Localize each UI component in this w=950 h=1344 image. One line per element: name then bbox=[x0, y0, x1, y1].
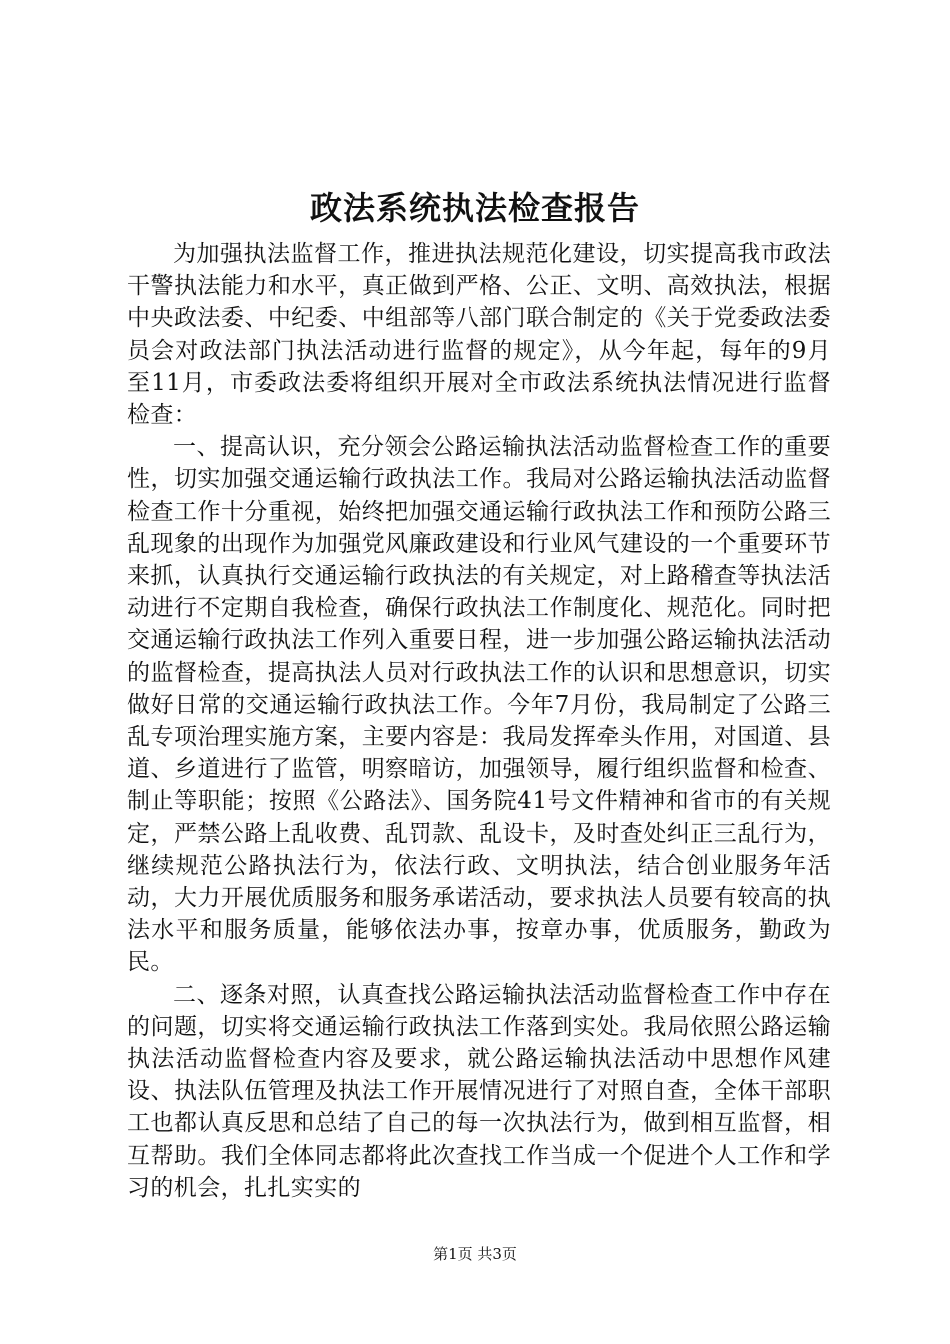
paragraph-intro: 为加强执法监督工作，推进执法规范化建设，切实提高我市政法干警执法能力和水平，真正做到严格、公正、文明、高效执法，根据中央政法委、中纪委、中组部等八部门联合制定的《关于党委政法委员会对政法部门执法活动进行监督的规定》，从今年起，每年的9月至11月，市委政法委将组织开展对全市政法系统执法情况进行监督检查： bbox=[127, 241, 831, 429]
paragraph-section-1: 一、提高认识，充分领会公路运输执法活动监督检查工作的重要性，切实加强交通运输行政执法工作。我局对公路运输执法活动监督检查工作十分重视，始终把加强交通运输行政执法工作和预防公路三乱现象的出现作为加强党风廉政建设和行业风气建设的一个重要环节来抓，认真执行交通运输行政执法的有关规定，对上路稽查等执法活动进行不定期自我检查，确保行政执法工作制度化、规范化。同时把交通运输行政执法工作列入重要日程，进一步加强公路运输执法活动的监督检查，提高执法人员对行政执法工作的认识和思想意识，切实做好日常的交通运输行政执法工作。今年7月份，我局制定了公路三乱专项治理实施方案，主要内容是：我局发挥牵头作用，对国道、县道、乡道进行了监管，明察暗访，加强领导，履行组织监督和检查、制止等职能；按照《公路法》、国务院41号文件精神和省市的有关规定，严禁公路上乱收费、乱罚款、乱设卡，及时查处纠正三乱行为，继续规范公路执法行为，依法行政、文明执法，结合创业服务年活动，大力开展优质服务和服务承诺活动，要求执法人员要有较高的执法水平和服务质量，能够依法办事，按章办事，优质服务，勤政为民。 bbox=[127, 434, 831, 976]
document-title: 政法系统执法检查报告 bbox=[309, 189, 640, 227]
document-body bbox=[127, 238, 831, 1204]
paragraph-section-2: 二、逐条对照，认真查找公路运输执法活动监督检查工作中存在的问题，切实将交通运输行政执法工作落到实处。我局依照公路运输执法活动监督检查内容及要求，就公路运输执法活动中思想作风建设、执法队伍管理及执法工作开展情况进行了对照自查，全体干部职工也都认真反思和总结了自己的每一次执法行为，做到相互监督，相互帮助。我们全体同志都将此次查找工作当成一个促进个人工作和学习的机会，扎扎实实的 bbox=[127, 981, 831, 1201]
page-number-footer: 第1页 共3页 bbox=[433, 1245, 517, 1263]
